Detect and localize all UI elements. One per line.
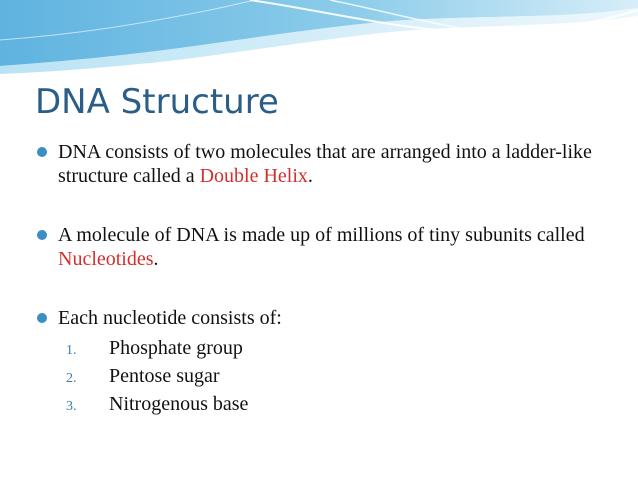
list-item <box>66 390 617 418</box>
bullet-list <box>37 140 617 453</box>
list-item-text: Phosphate group <box>109 337 243 359</box>
bullet-item <box>37 140 617 188</box>
bullet-text-end: . <box>153 248 159 270</box>
bullet-item <box>37 306 617 418</box>
list-item-text: Nitrogenous base <box>109 393 249 415</box>
highlight-term: Double Helix <box>199 165 308 187</box>
list-item-text: Pentose sugar <box>109 365 220 387</box>
bullet-text: DNA consists of two molecules that are arranged into a ladder-like structure called a <box>58 141 592 187</box>
bullet-text: Each nucleotide consists of: <box>58 307 282 329</box>
list-item <box>66 334 617 362</box>
list-number: 2. <box>66 371 77 386</box>
list-number: 1. <box>66 343 77 358</box>
bullet-dot-icon <box>37 147 47 157</box>
highlight-term: Nucleotides <box>58 248 154 270</box>
bullet-text-end: . <box>307 165 313 187</box>
header-wave-decoration <box>0 0 638 80</box>
list-number: 3. <box>66 399 77 414</box>
list-item <box>66 362 617 390</box>
bullet-text: A molecule of DNA is made up of millions of tiny subunits called <box>58 224 585 246</box>
bullet-item <box>37 223 617 271</box>
slide-title: DNA Structure <box>35 82 279 122</box>
bullet-dot-icon <box>37 313 47 323</box>
numbered-list <box>58 334 617 418</box>
bullet-dot-icon <box>37 230 47 240</box>
